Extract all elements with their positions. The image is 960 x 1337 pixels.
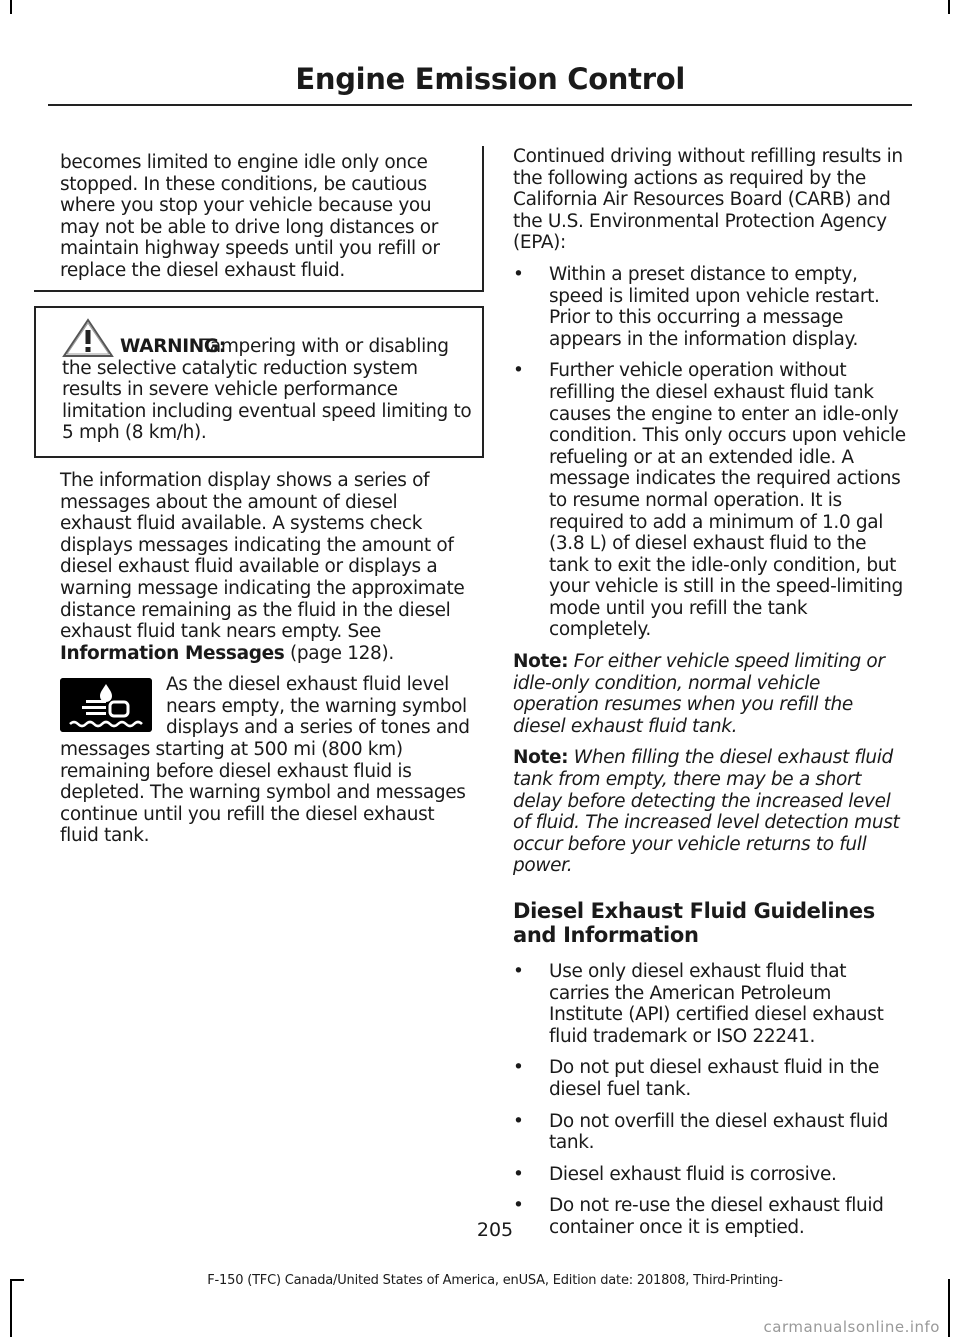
information-messages-link[interactable]: Information Messages [60, 642, 285, 664]
section-heading: Diesel Exhaust Fluid Guidelines and Information [513, 899, 875, 947]
def-level-paragraph: As the diesel exhaust fluid level nears empty, the warning symbol displays and a series of tones and messages starting at 500 mi (800 km) remaining before diesel exhaust fluid is depleted. The warning symbol and messages continue until you refill the diesel exhaust fluid tank. [60, 674, 470, 847]
info-display-paragraph [60, 470, 474, 664]
warning-triangle-icon [62, 318, 114, 358]
info-para-start: The information display shows a series of messages about the amount of diesel exhaust fluid available. A systems check displays messages indicating the amount of diesel exhaust fluid available or displays a warning message indicating the approximate distance remaining as the fluid in the diesel exhaust fluid tank nears empty. See [60, 469, 465, 643]
footer-edition: F-150 (TFC) Canada/United States of America, enUSA, Edition date: 201808, Third-Printing- [207, 1273, 783, 1288]
info-para-end: (page 128). [284, 642, 394, 664]
list-item: • Use only diesel exhaust fluid that carries the American Petroleum Institute (API) certified diesel exhaust fluid trademark or ISO 22241. [513, 961, 908, 1047]
note-label: Note: [513, 651, 569, 673]
right-column [513, 146, 908, 1239]
continued-box [34, 146, 484, 292]
carb-intro: Continued driving without refilling results in the following actions as required by the California Air Resources Board (CARB) and the U.S. Environmental Protection Agency (EPA): [513, 146, 903, 254]
note-speed-limiting [513, 651, 908, 737]
note-text: For either vehicle speed limiting or idle-only condition, normal vehicle operation resumes when you refill the diesel exhaust fluid tank. [513, 651, 885, 737]
intro-text: becomes limited to engine idle only once stopped. In these conditions, be cautious where you stop your vehicle because you may not be able to drive long distances or maintain highway speeds until you refill or replace the diesel exhaust fluid. [60, 152, 440, 281]
list-item: • Do not re-use the diesel exhaust fluid container once it is emptied. [513, 1195, 908, 1238]
warning-label: WARNING: [120, 335, 226, 357]
list-item: • Do not overfill the diesel exhaust fluid tank. [513, 1111, 908, 1154]
page-number: 205 [476, 1219, 514, 1241]
def-level-block [60, 674, 474, 847]
list-item: • Further vehicle operation without refilling the diesel exhaust fluid tank causes the engine to enter an idle-only condition. This only occurs upon vehicle refueling or at an extended idle. A message indicates the required actions to resume normal operation. It is required to add a minimum of 1.0 gal (3.8 L) of diesel exhaust fluid to the tank to exit the idle-only condition, but your vehicle is still in the speed-limiting mode until you refill the tank completely. [513, 360, 908, 641]
note-filling-delay [513, 747, 908, 877]
list-item: • Within a preset distance to empty, speed is limited upon vehicle restart. Prior to this occurring a message appears in the information display. [513, 264, 908, 350]
left-column [60, 146, 474, 847]
warning-text: Tampering with or disabling the selective catalytic reduction system results in severe vehicle performance limitation including eventual speed limiting to 5 mph (8 km/h). [62, 335, 472, 444]
watermark: carmanualsonline.info [763, 1318, 940, 1336]
diesel-exhaust-fluid-warning-icon [60, 678, 152, 732]
note-text: When filling the diesel exhaust fluid tank from empty, there may be a short delay before detecting the increased level of fluid. The increased level detection must occur before your vehicle returns to full power. [513, 747, 900, 877]
crop-mark-top-right [948, 0, 950, 14]
warning-box [34, 306, 484, 458]
list-item: • Do not put diesel exhaust fluid in the diesel fuel tank. [513, 1057, 908, 1100]
list-item: • Diesel exhaust fluid is corrosive. [513, 1164, 908, 1186]
note-label: Note: [513, 747, 569, 769]
crop-mark-top-left [10, 0, 12, 14]
page-title: Engine Emission Control [295, 62, 685, 96]
header-rule [48, 104, 912, 106]
